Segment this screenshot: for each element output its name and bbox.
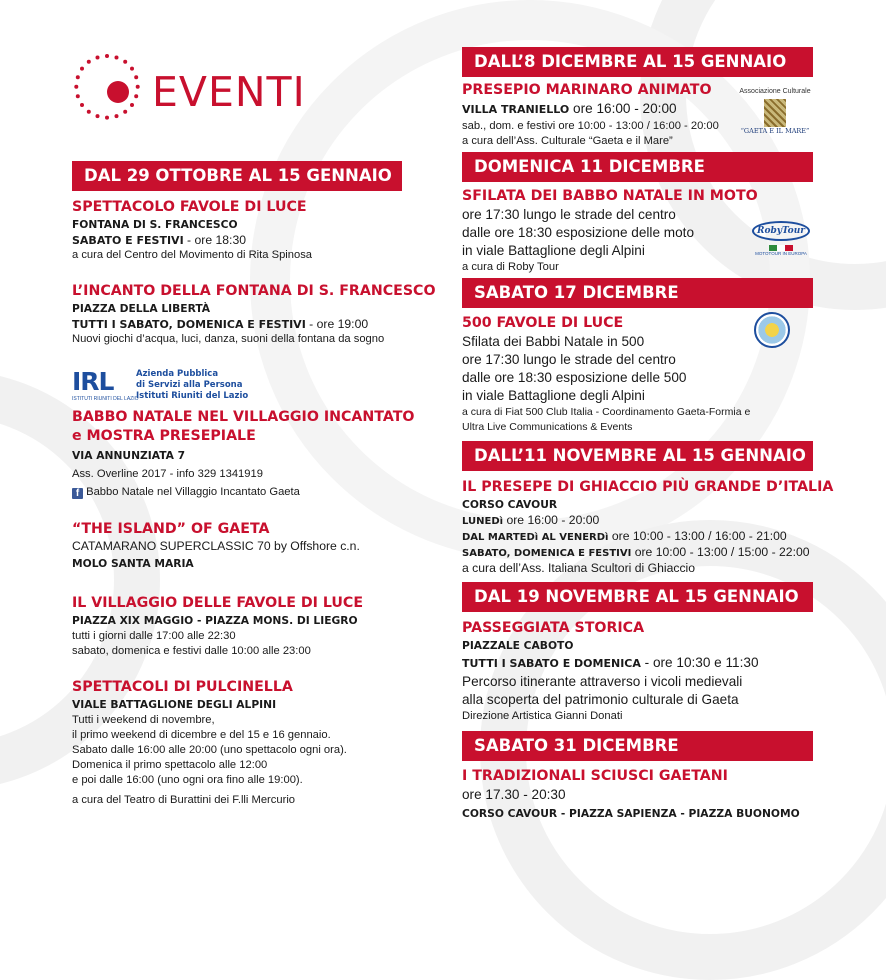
event-block <box>462 314 813 435</box>
event-title: SFILATA DEI BABBO NATALE IN MOTO <box>462 188 758 204</box>
event-line: il primo weekend di dicembre e del 15 e 16 gennaio. <box>72 729 331 741</box>
date-band: SABATO 17 DICEMBRE <box>462 278 813 308</box>
event-line: in viale Battaglione degli Alpini <box>462 243 645 258</box>
event-time: - ore 19:00 <box>305 317 369 331</box>
event-title: SPETTACOLI DI PULCINELLA <box>72 679 293 695</box>
event-block <box>462 619 813 724</box>
event-line: sabato, domenica e festivi dalle 10:00 alle 23:00 <box>72 645 311 657</box>
event-line: dalle ore 18:30 esposizione delle moto <box>462 225 695 240</box>
date-band: DOMENICA 11 DICEMBRE <box>462 152 813 182</box>
robytour-logo-text: RobyTour <box>752 221 810 241</box>
event-days: TUTTI I SABATO E DOMENICA <box>462 657 641 670</box>
event-title: “THE ISLAND” OF GAETA <box>72 521 270 537</box>
irl-line: di Servizi alla Persona <box>136 380 243 390</box>
event-place: VIA ANNUNZIATA 7 <box>72 449 186 462</box>
event-title: SPETTACOLO FAVOLE DI LUCE <box>72 199 307 215</box>
event-place: MOLO SANTA MARIA <box>72 557 194 570</box>
date-band: DAL 29 OTTOBRE AL 15 GENNAIO <box>72 161 402 191</box>
event-credit: a cura del Teatro di Burattini dei F.lli Mercurio <box>72 794 296 806</box>
facebook-page[interactable] <box>72 485 402 500</box>
event-days: LUNEDì <box>462 516 504 527</box>
event-block <box>72 198 402 263</box>
event-days: TUTTI I SABATO, DOMENICA E FESTIVI <box>72 318 306 331</box>
event-place: PIAZZA DELLA LIBERTÀ <box>72 302 211 315</box>
event-block <box>72 678 402 808</box>
event-line: Sfilata dei Babbi Natale in 500 <box>462 334 645 349</box>
event-credit: Ultra Live Communications & Events <box>462 421 633 433</box>
event-title: IL VILLAGGIO DELLE FAVOLE DI LUCE <box>72 595 364 611</box>
facebook-page-name: Babbo Natale nel Villaggio Incantato Gaeta <box>86 486 300 498</box>
event-credit: a cura dell’Ass. Culturale “Gaeta e il Mare” <box>462 135 673 147</box>
event-place: PIAZZALE CABOTO <box>462 639 574 652</box>
event-title: PRESEPIO MARINARO ANIMATO <box>462 82 712 98</box>
event-days: SABATO, DOMENICA E FESTIVI <box>462 548 632 559</box>
event-time: - ore 18:30 <box>183 233 247 247</box>
date-band: DALL’8 DICEMBRE AL 15 GENNAIO <box>462 47 813 77</box>
event-title: BABBO NATALE NEL VILLAGGIO INCANTATO <box>72 409 415 425</box>
right-column <box>462 47 834 822</box>
event-title: I TRADIZIONALI SCIUSCI GAETANI <box>462 768 728 784</box>
event-title: IL PRESEPE DI GHIACCIO PIÙ GRANDE D’ITALIA <box>462 479 834 495</box>
event-time: - ore 10:30 e 11:30 <box>640 655 759 670</box>
event-line: in viale Battaglione degli Alpini <box>462 388 645 403</box>
event-line: CATAMARANO SUPERCLASSIC 70 by Offshore c.n. <box>72 539 360 553</box>
event-place: VILLA TRANIELLO <box>462 103 570 116</box>
event-title: PASSEGGIATA STORICA <box>462 620 645 636</box>
event-block <box>72 408 415 500</box>
event-block <box>72 594 402 659</box>
event-title: L’INCANTO DELLA FONTANA DI S. FRANCESCO <box>72 283 436 299</box>
robytour-logo-sub: MOTOTOUR IN EUROPA <box>755 251 807 256</box>
event-line: e poi dalle 16:00 (uno ogni ora fino alle 19:00). <box>72 774 303 786</box>
irl-line: Azienda Pubblica <box>136 369 219 379</box>
gaeta-logo-icon <box>764 99 786 127</box>
event-line: Percorso itinerante attraverso i vicoli medievali <box>462 674 743 689</box>
event-credit: a cura di Fiat 500 Club Italia - Coordinamento Gaeta-Formia e <box>462 406 751 418</box>
event-credit: a cura di Roby Tour <box>462 261 559 273</box>
event-place: CORSO CAVOUR - PIAZZA SAPIENZA - PIAZZA BUONOMO <box>462 807 800 820</box>
event-time: ore 10:00 - 13:00 / 16:00 - 21:00 <box>608 529 787 543</box>
event-time: ore 16:00 - 20:00 <box>569 101 677 116</box>
event-line: ore 17:30 lungo le strade del centro <box>462 207 676 222</box>
irl-logo <box>72 369 402 407</box>
event-block <box>462 81 813 149</box>
event-block <box>462 478 834 576</box>
event-place: PIAZZA XIX MAGGIO - PIAZZA MONS. DI LIEGRO <box>72 614 358 627</box>
event-line: Sabato dalle 16:00 alle 20:00 (uno spettacolo ogni ora). <box>72 744 347 756</box>
event-line: Domenica il primo spettacolo alle 12:00 <box>72 759 268 771</box>
irl-line: Istituti Riuniti del Lazio <box>136 391 249 401</box>
event-title: 500 FAVOLE DI LUCE <box>462 315 624 331</box>
event-place: VIALE BATTAGLIONE DEGLI ALPINI <box>72 698 277 711</box>
event-time: ore 10:00 - 13:00 / 15:00 - 22:00 <box>631 545 810 559</box>
date-band: SABATO 31 DICEMBRE <box>462 731 813 761</box>
logo-dots <box>74 54 139 120</box>
event-line: tutti i giorni dalle 17:00 alle 22:30 <box>72 630 236 642</box>
event-line: dalle ore 18:30 esposizione delle 500 <box>462 370 687 385</box>
event-line: alla scoperta del patrimonio culturale di Gaeta <box>462 692 739 707</box>
event-block <box>72 520 402 572</box>
logo-top-text: Associazione Culturale <box>739 88 811 95</box>
event-title: e MOSTRA PRESEPIALE <box>72 428 256 444</box>
event-block <box>462 767 813 822</box>
event-days: DAL MARTEDì AL VENERDì <box>462 532 609 543</box>
facebook-icon: f <box>72 488 83 499</box>
irl-text <box>136 369 248 402</box>
event-credit: a cura dell’Ass. Italiana Scultori di Ghiaccio <box>462 561 696 575</box>
logo-bottom-text: “GAETA E IL MARE” <box>740 127 810 135</box>
logo-center-dot <box>107 81 129 103</box>
robytour-logo <box>752 221 810 257</box>
event-time: ore 16:00 - 20:00 <box>503 513 600 527</box>
event-days: SABATO E FESTIVI <box>72 234 184 247</box>
event-time: ore 17.30 - 20:30 <box>462 787 566 802</box>
event-line: Tutti i weekend di novembre, <box>72 714 215 726</box>
event-block <box>72 282 436 347</box>
fiat-500-club-logo-icon <box>754 312 790 348</box>
irl-initials: IRL <box>72 367 114 396</box>
date-band: DAL 19 NOVEMBRE AL 15 GENNAIO <box>462 582 813 612</box>
event-place: FONTANA DI S. FRANCESCO <box>72 218 238 231</box>
gaeta-e-il-mare-logo <box>734 87 816 136</box>
event-description: Nuovi giochi d’acqua, luci, danza, suoni della fontana da sogno <box>72 333 385 345</box>
event-credit: Direzione Artistica Gianni Donati <box>462 710 623 722</box>
event-credit: a cura del Centro del Movimento di Rita Spinosa <box>72 249 313 261</box>
left-column <box>72 161 436 808</box>
event-line: sab., dom. e festivi ore 10:00 - 13:00 / 16:00 - 20:00 <box>462 120 719 132</box>
page-title: EVENTI <box>152 68 306 116</box>
event-block <box>462 187 813 275</box>
event-place: CORSO CAVOUR <box>462 498 558 511</box>
eventi-logo-icon <box>70 50 150 130</box>
event-info: Ass. Overline 2017 - info 329 1341919 <box>72 468 263 480</box>
irl-subtitle: ISTITUTI RIUNITI DEL LAZIO <box>72 396 139 402</box>
event-line: ore 17:30 lungo le strade del centro <box>462 352 676 367</box>
date-band: DALL’11 NOVEMBRE AL 15 GENNAIO <box>462 441 813 471</box>
